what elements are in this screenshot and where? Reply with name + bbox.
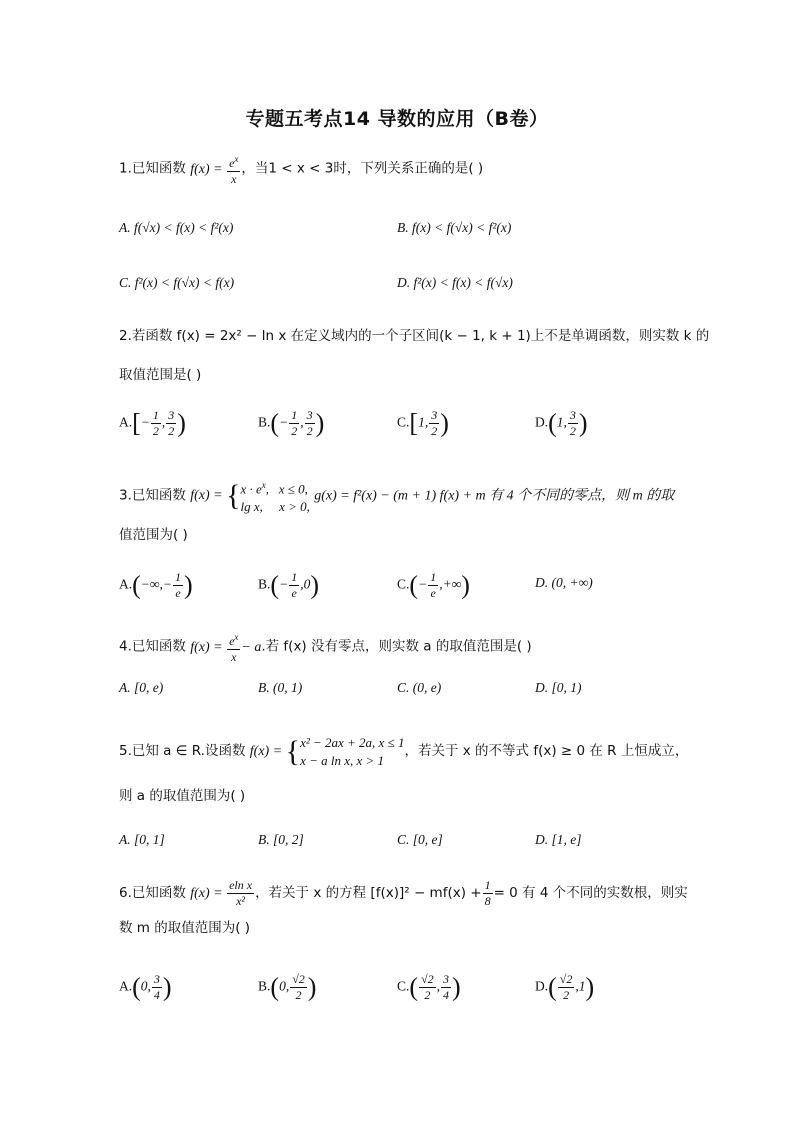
q2-option-c[interactable]: C.[1, $\frac{3}{2}$ ) xyxy=(397,408,449,438)
q5-piecewise: f(x) = {x² − 2ax + 2a, x ≤ 1 x − a ln x, x > 1 xyxy=(249,735,405,768)
question-6-line-2: 数 m 的取值范围为( ) xyxy=(119,920,251,936)
question-2-line-2: 取值范围是( ) xyxy=(119,367,202,383)
q1-function: f(x) = $\frac{e^x}{x}$ xyxy=(190,154,239,186)
q2-option-b[interactable]: B.(− $\frac{1}{2}$ , $\frac{3}{2}$ ) xyxy=(258,408,325,438)
q2-option-d[interactable]: D.(1, $\frac{3}{2}$ ) xyxy=(535,408,588,438)
q5-option-d[interactable]: D. [1, e] xyxy=(535,832,582,847)
q4-function: f(x) = $\frac{e^x}{x}$ − a xyxy=(190,632,262,664)
question-5 xyxy=(119,734,688,770)
q1-option-a[interactable]: A. f(√x) < f(x) < f²(x) xyxy=(119,220,234,235)
q4-option-b[interactable]: B. (0, 1) xyxy=(258,680,303,695)
q5-option-a[interactable]: A. [0, 1] xyxy=(119,832,165,847)
q6-condition-2: = 0 有 4 个不同的实数根，则实 xyxy=(493,885,688,901)
question-1 xyxy=(119,152,483,187)
question-4 xyxy=(119,630,532,665)
q1-option-d[interactable]: D. f²(x) < f(x) < f(√x) xyxy=(397,275,513,290)
q2-option-a[interactable]: A.[− $\frac{1}{2}$ , $\frac{3}{2}$ ) xyxy=(119,408,186,438)
q4-prefix: 4.已知函数 xyxy=(119,638,186,655)
question-2-line-1: 2.若函数 f(x) = 2x² − ln x 在定义域内的一个子区间(k − 1, k + 1)上不是单调函数，则实数 k 的 xyxy=(119,328,710,344)
q5-prefix: 5.已知 a ∈ R.设函数 xyxy=(119,743,246,760)
q6-option-a[interactable]: A.(0, $\frac{3}{4}$ ) xyxy=(119,972,172,1002)
q5-option-c[interactable]: C. [0, e] xyxy=(397,832,443,847)
q6-option-b[interactable]: B.(0, $\frac{√2}{2}$ ) xyxy=(258,972,317,1002)
q6-prefix: 6.已知函数 xyxy=(119,885,186,901)
q1-option-b[interactable]: B. f(x) < f(√x) < f²(x) xyxy=(397,220,512,235)
q5-condition: ，若关于 x 的不等式 f(x) ≥ 0 在 R 上恒成立， xyxy=(404,743,689,760)
q6-option-c[interactable]: C.( $\frac{√2}{2}$ , $\frac{3}{4}$ ) xyxy=(397,972,461,1002)
q3-option-c[interactable]: C.(− $\frac{1}{e}$ ,+∞) xyxy=(397,570,470,600)
question-3 xyxy=(119,476,674,516)
q3-option-b[interactable]: B.(− $\frac{1}{e}$ ,0) xyxy=(258,570,319,600)
q6-fraction: $\frac{1}{8}$ xyxy=(484,878,491,908)
q3-condition: g(x) = f²(x) − (m + 1) f(x) + m 有 4 个不同的零点，则 m 的取 xyxy=(314,488,675,504)
q1-option-c[interactable]: C. f²(x) < f(√x) < f(x) xyxy=(119,275,235,290)
q3-prefix: 3.已知函数 xyxy=(119,487,186,504)
q6-function: f(x) = $\frac{\text{eln x}}{\text{x²}}$ xyxy=(190,878,253,909)
q4-option-d[interactable]: D. [0, 1) xyxy=(535,680,582,695)
q6-condition: ，若关于 x 的方程 [f(x)]² − mf(x) + xyxy=(255,885,482,901)
q5-option-b[interactable]: B. [0, 2] xyxy=(258,832,304,847)
q6-option-d[interactable]: D.( $\frac{√2}{2}$ ,1) xyxy=(535,972,595,1002)
q3-option-a[interactable]: A.(−∞,− $\frac{1}{e}$ ) xyxy=(119,570,193,600)
q1-condition: ，当1 < x < 3时，下列关系正确的是( ) xyxy=(241,160,484,177)
question-5-line-2: 则 a 的取值范围为( ) xyxy=(119,788,246,804)
q4-condition: .若 f(x) 没有零点，则实数 a 的取值范围是( ) xyxy=(261,638,532,655)
q4-option-c[interactable]: C. (0, e) xyxy=(397,680,442,695)
page-title: 专题五考点14 导数的应用（B卷） xyxy=(245,108,549,130)
q3-option-d[interactable]: D. (0, +∞) xyxy=(535,575,593,590)
question-3-line-2: 值范围为( ) xyxy=(119,527,188,543)
question-6 xyxy=(119,878,688,909)
q1-prefix: 1.已知函数 xyxy=(119,160,186,177)
q4-option-a[interactable]: A. [0, e) xyxy=(119,680,164,695)
q3-piecewise: $f(x) = \{x \cdot e^x$, x ≤ 0, lg x, x > 0, xyxy=(190,479,310,515)
